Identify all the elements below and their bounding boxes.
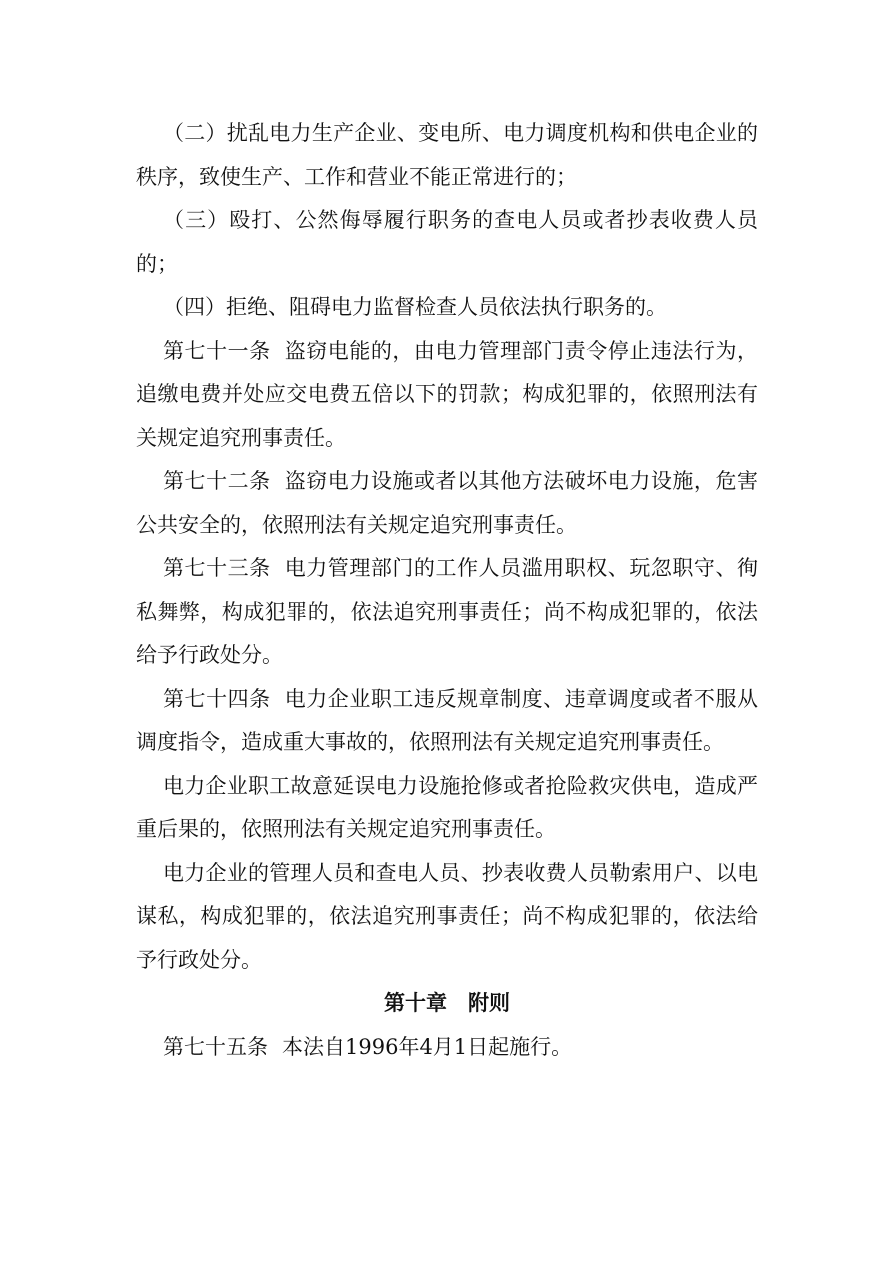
article-number: 第七十一条	[163, 338, 271, 363]
article-74-paragraph-2	[136, 765, 758, 852]
article-74	[136, 678, 758, 765]
paragraph-text: （四）拒绝、阻碍电力监督检查人员依法执行职务的。	[163, 295, 667, 319]
chapter-number: 第十章	[384, 991, 447, 1015]
paragraph-item-3	[136, 199, 758, 286]
article-text: 电力企业职工违反规章制度、违章调度或者不服从调度指令，造成重大事故的，依照刑法有关规定追究刑事责任。	[136, 686, 759, 754]
article-number: 第七十三条	[163, 556, 271, 580]
article-74-paragraph-3	[136, 852, 758, 983]
paragraph-text: 电力企业的管理人员和查电人员、抄表收费人员勒索用户、以电谋私，构成犯罪的，依法追究刑事责任；尚不构成犯罪的，依法给予行政处分。	[136, 860, 758, 972]
article-73	[136, 547, 758, 678]
article-71	[136, 330, 758, 461]
article-number: 第七十五条	[163, 1034, 268, 1059]
document-page	[136, 112, 758, 1069]
paragraph-text: （二）扰乱电力生产企业、变电所、电力调度机构和供电企业的秩序，致使生产、工作和营业不能正常进行的；	[136, 121, 758, 189]
paragraph-text: 电力企业职工故意延误电力设施抢修或者抢险救灾供电，造成严重后果的，依照刑法有关规定追究刑事责任。	[136, 773, 758, 841]
article-text: 本法自1996年4月1日起施行。	[282, 1034, 573, 1059]
article-number: 第七十四条	[163, 686, 271, 711]
article-text: 电力管理部门的工作人员滥用职权、玩忽职守、徇私舞弊，构成犯罪的，依法追究刑事责任；尚不构成犯罪的，依法给予行政处分。	[136, 556, 759, 667]
paragraph-item-4	[136, 286, 758, 330]
chapter-heading	[136, 982, 758, 1026]
paragraph-item-2	[136, 112, 758, 199]
article-text: 盗窃电力设施或者以其他方法破坏电力设施，危害公共安全的，依照刑法有关规定追究刑事责任。	[136, 469, 759, 537]
article-72	[136, 460, 758, 547]
chapter-title: 附则	[468, 991, 510, 1015]
paragraph-text: （三）殴打、公然侮辱履行职务的查电人员或者抄表收费人员的；	[136, 208, 758, 276]
article-75	[136, 1026, 758, 1070]
article-number: 第七十二条	[163, 469, 271, 493]
article-text: 盗窃电能的，由电力管理部门责令停止违法行为，追缴电费并处应交电费五倍以下的罚款；构成犯罪的，依照刑法有关规定追究刑事责任。	[136, 338, 759, 450]
